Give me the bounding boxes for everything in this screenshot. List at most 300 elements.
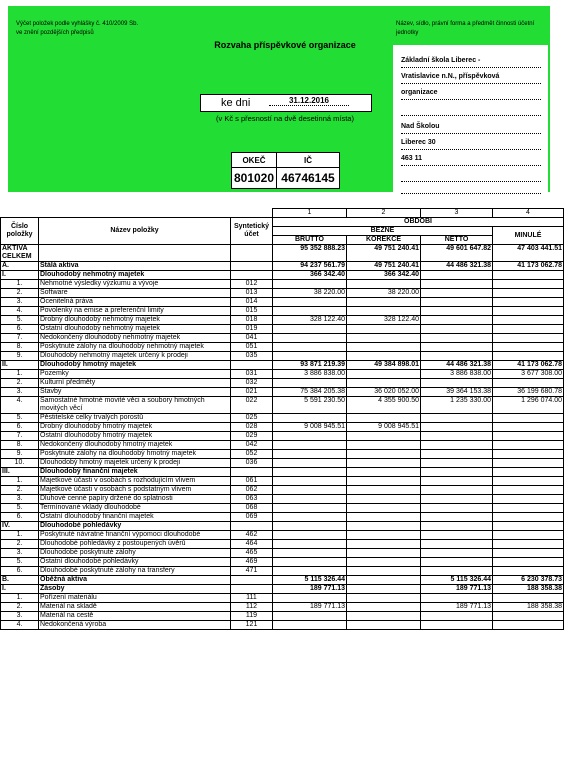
row-minule <box>493 549 564 558</box>
ic-value: 46746145 <box>277 168 340 189</box>
page-title: Rozvaha příspěvkové organizace <box>214 40 356 50</box>
row-brutto: 38 220.00 <box>273 289 347 298</box>
row-korekce <box>347 307 421 316</box>
column-number: 2 <box>347 209 421 218</box>
table-row <box>1 531 564 540</box>
row-account: 022 <box>231 397 273 414</box>
table-row <box>1 397 564 414</box>
row-minule <box>493 450 564 459</box>
row-account: 063 <box>231 495 273 504</box>
row-minule <box>493 531 564 540</box>
row-brutto: 5 591 230.50 <box>273 397 347 414</box>
table-row <box>1 558 564 567</box>
header-cislo: Číslo položky <box>1 218 39 245</box>
row-netto <box>421 423 493 432</box>
row-number: 10. <box>1 459 39 468</box>
row-korekce <box>347 612 421 621</box>
date-box <box>200 94 372 112</box>
table-row <box>1 495 564 504</box>
row-brutto: 95 352 888.23 <box>273 245 347 262</box>
row-minule: 6 230 378.73 <box>493 576 564 585</box>
table-row <box>1 379 564 388</box>
table-row <box>1 612 564 621</box>
org-box <box>393 45 548 193</box>
row-name: Termínované vklady dlouhodobé <box>39 504 231 513</box>
row-netto <box>421 325 493 334</box>
row-name: Nehmotné výsledky výzkumu a vývoje <box>39 280 231 289</box>
row-account <box>231 245 273 262</box>
row-account: 061 <box>231 477 273 486</box>
row-netto <box>421 280 493 289</box>
row-korekce: 4 355 900.50 <box>347 397 421 414</box>
row-brutto <box>273 531 347 540</box>
row-brutto: 75 384 205.38 <box>273 388 347 397</box>
row-account: 462 <box>231 531 273 540</box>
row-number: 9. <box>1 450 39 459</box>
row-brutto <box>273 343 347 352</box>
row-number: 6. <box>1 513 39 522</box>
org-line: 463 11 <box>401 153 541 166</box>
row-brutto <box>273 621 347 630</box>
row-minule <box>493 414 564 423</box>
row-number: 2. <box>1 603 39 612</box>
row-korekce: 49 384 898.01 <box>347 361 421 370</box>
header-nazev: Název položky <box>39 218 231 245</box>
row-minule <box>493 612 564 621</box>
row-korekce <box>347 549 421 558</box>
table-row <box>1 423 564 432</box>
row-netto <box>421 486 493 495</box>
row-netto <box>421 316 493 325</box>
row-korekce <box>347 450 421 459</box>
row-brutto <box>273 594 347 603</box>
row-korekce <box>347 504 421 513</box>
row-name: Zásoby <box>39 585 231 594</box>
row-netto: 44 486 321.38 <box>421 361 493 370</box>
row-minule <box>493 621 564 630</box>
row-number: 1. <box>1 531 39 540</box>
row-name: Pozemky <box>39 370 231 379</box>
row-brutto <box>273 280 347 289</box>
row-korekce <box>347 334 421 343</box>
header-brutto: BRUTTO <box>273 236 347 245</box>
table-row <box>1 289 564 298</box>
table-row <box>1 271 564 280</box>
row-account: 035 <box>231 352 273 361</box>
row-minule: 47 403 441.51 <box>493 245 564 262</box>
row-minule <box>493 540 564 549</box>
table-row <box>1 343 564 352</box>
row-brutto <box>273 414 347 423</box>
row-korekce: 49 751 240.41 <box>347 262 421 271</box>
row-netto: 49 601 647.82 <box>421 245 493 262</box>
row-number: 2. <box>1 379 39 388</box>
row-brutto <box>273 495 347 504</box>
row-korekce <box>347 603 421 612</box>
row-name: Ostatní dlouhodobý nehmotný majetek <box>39 325 231 334</box>
row-account: 042 <box>231 441 273 450</box>
row-minule <box>493 352 564 361</box>
row-korekce <box>347 477 421 486</box>
row-netto <box>421 612 493 621</box>
header-synteticky-ucet: Syntetický účet <box>231 218 273 245</box>
column-number: 3 <box>421 209 493 218</box>
row-number: 2. <box>1 540 39 549</box>
org-line: Liberec 30 <box>401 137 541 150</box>
table-row <box>1 585 564 594</box>
row-account: 028 <box>231 423 273 432</box>
row-netto <box>421 594 493 603</box>
org-line: Vratislavice n.N., příspěvková <box>401 71 541 84</box>
row-netto: 189 771.13 <box>421 603 493 612</box>
row-number: 2. <box>1 289 39 298</box>
row-netto: 39 364 153.38 <box>421 388 493 397</box>
row-number: 3. <box>1 549 39 558</box>
row-brutto: 93 871 219.39 <box>273 361 347 370</box>
row-number: 3. <box>1 388 39 397</box>
row-netto <box>421 334 493 343</box>
row-name: Pěstitelské celky trvalých porostů <box>39 414 231 423</box>
table-row <box>1 262 564 271</box>
row-account: 052 <box>231 450 273 459</box>
row-account: 018 <box>231 316 273 325</box>
row-minule <box>493 343 564 352</box>
table-row <box>1 432 564 441</box>
row-korekce <box>347 459 421 468</box>
legal-note: Výčet položek podle vyhlášky č. 410/2009 Sb. ve znění pozdějších předpisů <box>16 21 139 36</box>
row-account <box>231 576 273 585</box>
row-account: 013 <box>231 289 273 298</box>
row-number: A. <box>1 262 39 271</box>
row-name: Dlouhodobý finanční majetek <box>39 468 231 477</box>
row-account: 069 <box>231 513 273 522</box>
row-account: 014 <box>231 298 273 307</box>
row-number: 5. <box>1 414 39 423</box>
table-row <box>1 361 564 370</box>
table-row <box>1 468 564 477</box>
row-account <box>231 361 273 370</box>
row-netto <box>421 450 493 459</box>
row-netto: 44 486 321.38 <box>421 262 493 271</box>
table-row <box>1 486 564 495</box>
row-minule <box>493 477 564 486</box>
org-line: Základní škola Liberec - <box>401 55 541 68</box>
row-number: B. <box>1 576 39 585</box>
row-number: 9. <box>1 352 39 361</box>
table-row <box>1 549 564 558</box>
date-value: 31.12.2016 <box>269 96 349 106</box>
row-minule <box>493 334 564 343</box>
row-korekce <box>347 298 421 307</box>
row-name: Dlouhodobé pohledávky z postoupených úvěrů <box>39 540 231 549</box>
row-number: 7. <box>1 432 39 441</box>
table-row <box>1 307 564 316</box>
row-minule <box>493 379 564 388</box>
row-brutto <box>273 432 347 441</box>
row-number: 4. <box>1 307 39 316</box>
row-name: Pořízení materiálu <box>39 594 231 603</box>
row-name: Poskytnuté zálohy na dlouhodobý nehmotný majetek <box>39 343 231 352</box>
row-number: 1. <box>1 370 39 379</box>
row-account: 021 <box>231 388 273 397</box>
row-name: Dlouhodobý nehmotný majetek <box>39 271 231 280</box>
row-account: 469 <box>231 558 273 567</box>
row-korekce <box>347 468 421 477</box>
row-number: AKTIVA CELKEM <box>1 245 39 262</box>
row-brutto <box>273 486 347 495</box>
row-brutto: 366 342.40 <box>273 271 347 280</box>
row-account <box>231 262 273 271</box>
row-number: I. <box>1 271 39 280</box>
row-korekce <box>347 585 421 594</box>
row-korekce <box>347 531 421 540</box>
header-bezne: BĚŽNÉ <box>273 227 493 236</box>
row-account <box>231 468 273 477</box>
table-row <box>1 621 564 630</box>
balance-table <box>0 208 564 630</box>
row-korekce <box>347 325 421 334</box>
row-brutto <box>273 522 347 531</box>
org-line: Nad Školou <box>401 121 541 134</box>
row-netto: 189 771.13 <box>421 585 493 594</box>
row-brutto: 3 886 838.00 <box>273 370 347 379</box>
row-brutto <box>273 513 347 522</box>
row-netto <box>421 352 493 361</box>
row-minule <box>493 423 564 432</box>
row-name: Poskytnuté návratné finanční výpomoci dlouhodobé <box>39 531 231 540</box>
row-number: 8. <box>1 441 39 450</box>
row-number: 5. <box>1 316 39 325</box>
row-minule <box>493 522 564 531</box>
row-netto <box>421 432 493 441</box>
row-account: 465 <box>231 549 273 558</box>
row-korekce <box>347 558 421 567</box>
row-minule <box>493 307 564 316</box>
row-number: 4. <box>1 397 39 414</box>
ic-label: IČ <box>277 153 340 168</box>
table-row <box>1 325 564 334</box>
column-number-row <box>1 209 564 218</box>
row-korekce <box>347 280 421 289</box>
row-minule <box>493 280 564 289</box>
row-netto <box>421 513 493 522</box>
row-name: Dlouhodobý hmotný majetek <box>39 361 231 370</box>
column-number: 4 <box>493 209 564 218</box>
row-minule: 188 358.38 <box>493 585 564 594</box>
org-line <box>401 103 541 116</box>
precision-note: (v Kč s přesností na dvě desetinná místa) <box>216 114 354 123</box>
row-netto <box>421 343 493 352</box>
row-brutto: 328 122.40 <box>273 316 347 325</box>
row-netto <box>421 477 493 486</box>
table-row <box>1 540 564 549</box>
row-brutto <box>273 612 347 621</box>
row-number: I. <box>1 585 39 594</box>
row-account: 112 <box>231 603 273 612</box>
row-number: 6. <box>1 423 39 432</box>
row-account: 015 <box>231 307 273 316</box>
row-number: 3. <box>1 612 39 621</box>
row-number: 1. <box>1 477 39 486</box>
row-korekce: 49 751 240.41 <box>347 245 421 262</box>
row-minule <box>493 325 564 334</box>
row-name: Poskytnuté zálohy na dlouhodobý hmotný majetek <box>39 450 231 459</box>
row-account: 019 <box>231 325 273 334</box>
row-minule <box>493 504 564 513</box>
row-name: Dlouhodobé pohledávky <box>39 522 231 531</box>
okec-value: 801020 <box>232 168 277 189</box>
row-minule <box>493 594 564 603</box>
row-name: Kulturní předměty <box>39 379 231 388</box>
row-name: Oběžná aktiva <box>39 576 231 585</box>
row-netto <box>421 549 493 558</box>
row-brutto <box>273 441 347 450</box>
id-table <box>231 152 340 189</box>
row-netto <box>421 621 493 630</box>
okec-label: OKEČ <box>232 153 277 168</box>
row-account: 025 <box>231 414 273 423</box>
row-korekce <box>347 414 421 423</box>
row-korekce <box>347 540 421 549</box>
row-minule <box>493 289 564 298</box>
row-account: 464 <box>231 540 273 549</box>
row-number: 2. <box>1 486 39 495</box>
row-name: Dluhové cenné papíry držené do splatnosti <box>39 495 231 504</box>
row-number: II. <box>1 361 39 370</box>
table-row <box>1 459 564 468</box>
row-number: IV. <box>1 522 39 531</box>
row-korekce <box>347 379 421 388</box>
row-account: 111 <box>231 594 273 603</box>
header-minule: MINULÉ <box>493 227 564 245</box>
row-number: 5. <box>1 558 39 567</box>
row-account: 121 <box>231 621 273 630</box>
row-name: Ostatní dlouhodobý hmotný majetek <box>39 432 231 441</box>
row-netto <box>421 289 493 298</box>
row-account: 032 <box>231 379 273 388</box>
row-minule: 36 199 680.78 <box>493 388 564 397</box>
row-name: Nedokončený dlouhodobý nehmotný majetek <box>39 334 231 343</box>
row-netto <box>421 558 493 567</box>
row-brutto <box>273 450 347 459</box>
row-korekce <box>347 513 421 522</box>
row-netto <box>421 307 493 316</box>
row-account <box>231 585 273 594</box>
row-minule <box>493 316 564 325</box>
row-netto <box>421 540 493 549</box>
row-minule <box>493 567 564 576</box>
row-korekce <box>347 594 421 603</box>
row-netto <box>421 459 493 468</box>
row-minule <box>493 486 564 495</box>
row-account: 012 <box>231 280 273 289</box>
row-korekce <box>347 343 421 352</box>
header-netto: NETTO <box>421 236 493 245</box>
row-account: 036 <box>231 459 273 468</box>
row-minule: 41 173 062.78 <box>493 262 564 271</box>
row-brutto: 189 771.13 <box>273 603 347 612</box>
row-minule: 1 296 074.00 <box>493 397 564 414</box>
row-account <box>231 271 273 280</box>
row-name: Ocenitelná práva <box>39 298 231 307</box>
row-brutto <box>273 459 347 468</box>
table-row <box>1 414 564 423</box>
row-number: 3. <box>1 495 39 504</box>
row-netto <box>421 379 493 388</box>
table-row <box>1 352 564 361</box>
row-number: 1. <box>1 594 39 603</box>
row-korekce: 9 008 945.51 <box>347 423 421 432</box>
row-minule <box>493 271 564 280</box>
row-netto: 5 115 326.44 <box>421 576 493 585</box>
row-number: 7. <box>1 334 39 343</box>
row-korekce: 366 342.40 <box>347 271 421 280</box>
row-number: 8. <box>1 343 39 352</box>
row-account <box>231 522 273 531</box>
table-row <box>1 370 564 379</box>
row-account: 029 <box>231 432 273 441</box>
row-name: Majetkové účasti v osobách s rozhodujícím vlivem <box>39 477 231 486</box>
row-brutto: 9 008 945.51 <box>273 423 347 432</box>
column-number: 1 <box>273 209 347 218</box>
row-account: 119 <box>231 612 273 621</box>
row-minule: 41 173 062.78 <box>493 361 564 370</box>
row-brutto <box>273 549 347 558</box>
table-row <box>1 513 564 522</box>
row-netto: 1 235 330.00 <box>421 397 493 414</box>
row-name: Povolenky na emise a preferenční limity <box>39 307 231 316</box>
row-account: 051 <box>231 343 273 352</box>
row-brutto <box>273 379 347 388</box>
date-label: ke dni <box>221 97 251 109</box>
row-netto <box>421 495 493 504</box>
row-name: Dlouhodobý hmotný majetek určený k prodeji <box>39 459 231 468</box>
row-number: 6. <box>1 567 39 576</box>
row-number: III. <box>1 468 39 477</box>
row-netto <box>421 531 493 540</box>
table-row <box>1 594 564 603</box>
row-name: Materiál na cestě <box>39 612 231 621</box>
row-minule <box>493 513 564 522</box>
row-name: Materiál na skladě <box>39 603 231 612</box>
row-korekce: 36 020 052.00 <box>347 388 421 397</box>
row-brutto <box>273 325 347 334</box>
org-line <box>401 181 541 194</box>
header-korekce: KOREKCE <box>347 236 421 245</box>
row-netto <box>421 504 493 513</box>
row-korekce <box>347 441 421 450</box>
row-name: Stálá aktiva <box>39 262 231 271</box>
table-row <box>1 567 564 576</box>
row-name: Software <box>39 289 231 298</box>
row-netto <box>421 298 493 307</box>
row-account: 062 <box>231 486 273 495</box>
row-minule <box>493 495 564 504</box>
table-row <box>1 603 564 612</box>
table-row <box>1 280 564 289</box>
table-row <box>1 522 564 531</box>
row-number: 3. <box>1 298 39 307</box>
row-name: Drobný dlouhodobý nehmotný majetek <box>39 316 231 325</box>
row-brutto <box>273 298 347 307</box>
table-row <box>1 441 564 450</box>
row-korekce <box>347 486 421 495</box>
row-name: Stavby <box>39 388 231 397</box>
table-row <box>1 477 564 486</box>
row-korekce: 328 122.40 <box>347 316 421 325</box>
table-row <box>1 388 564 397</box>
table-row <box>1 298 564 307</box>
